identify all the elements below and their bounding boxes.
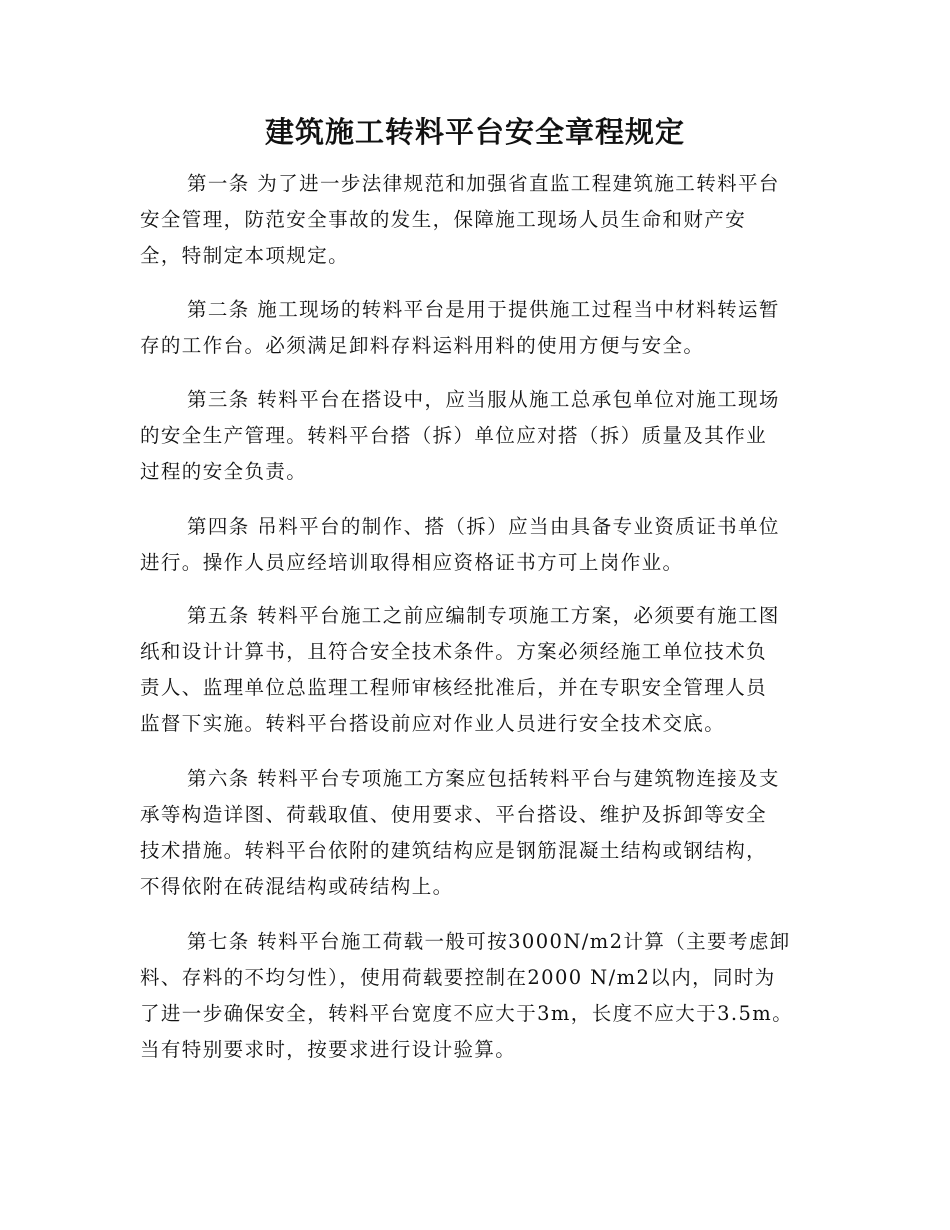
article-line: 责人、监理单位总监理工程师审核经批准后，并在专职安全管理人员: [140, 676, 768, 699]
article-1: [140, 166, 810, 274]
article-3: [140, 382, 810, 490]
article-7: [140, 924, 810, 1068]
article-line: 第六条 转料平台专项施工方案应包括转料平台与建筑物连接及支: [187, 767, 780, 790]
article-line: 过程的安全负责。: [140, 460, 308, 483]
article-line: 不得依附在砖混结构或砖结构上。: [140, 875, 454, 898]
article-line: 第四条 吊料平台的制作、搭（拆）应当由具备专业资质证书单位: [187, 515, 780, 538]
article-line: 第五条 转料平台施工之前应编制专项施工方案，必须要有施工图: [187, 604, 780, 627]
article-line: 了进一步确保安全，转料平台宽度不应大于3m，长度不应大于3.5m。: [140, 1002, 794, 1025]
article-line: 监督下实施。转料平台搭设前应对作业人员进行安全技术交底。: [140, 712, 726, 735]
article-line: 安全管理，防范安全事故的发生，保障施工现场人员生命和财产安: [140, 208, 747, 231]
article-line: 承等构造详图、荷载取值、使用要求、平台搭设、维护及拆卸等安全: [140, 803, 768, 826]
article-line: 第二条 施工现场的转料平台是用于提供施工过程当中材料转运暂: [187, 298, 780, 321]
article-line: 第三条 转料平台在搭设中，应当服从施工总承包单位对施工现场: [187, 388, 780, 411]
article-6: [140, 761, 810, 905]
article-2: [140, 292, 810, 364]
article-line: 当有特别要求时，按要求进行设计验算。: [140, 1038, 517, 1061]
document-title: 建筑施工转料平台安全章程规定: [264, 115, 685, 149]
article-line: 全，特制定本项规定。: [140, 244, 350, 267]
article-line: 第七条 转料平台施工荷载一般可按3000N/m2计算（主要考虑卸: [187, 930, 791, 953]
article-line: 进行。操作人员应经培训取得相应资格证书方可上岗作业。: [140, 551, 684, 574]
article-line: 纸和设计计算书，且符合安全技术条件。方案必须经施工单位技术负: [140, 640, 768, 663]
article-line: 技术措施。转料平台依附的建筑结构应是钢筋混凝土结构或钢结构，: [140, 839, 768, 862]
article-5: [140, 598, 810, 742]
article-line: 料、存料的不均匀性），使用荷载要控制在2000 N/m2以内，同时为: [140, 966, 776, 989]
article-line: 存的工作台。必须满足卸料存料运料用料的使用方便与安全。: [140, 334, 705, 357]
article-line: 第一条 为了进一步法律规范和加强省直监工程建筑施工转料平台: [187, 172, 780, 195]
article-line: 的安全生产管理。转料平台搭（拆）单位应对搭（拆）质量及其作业: [140, 424, 768, 447]
article-4: [140, 509, 810, 581]
